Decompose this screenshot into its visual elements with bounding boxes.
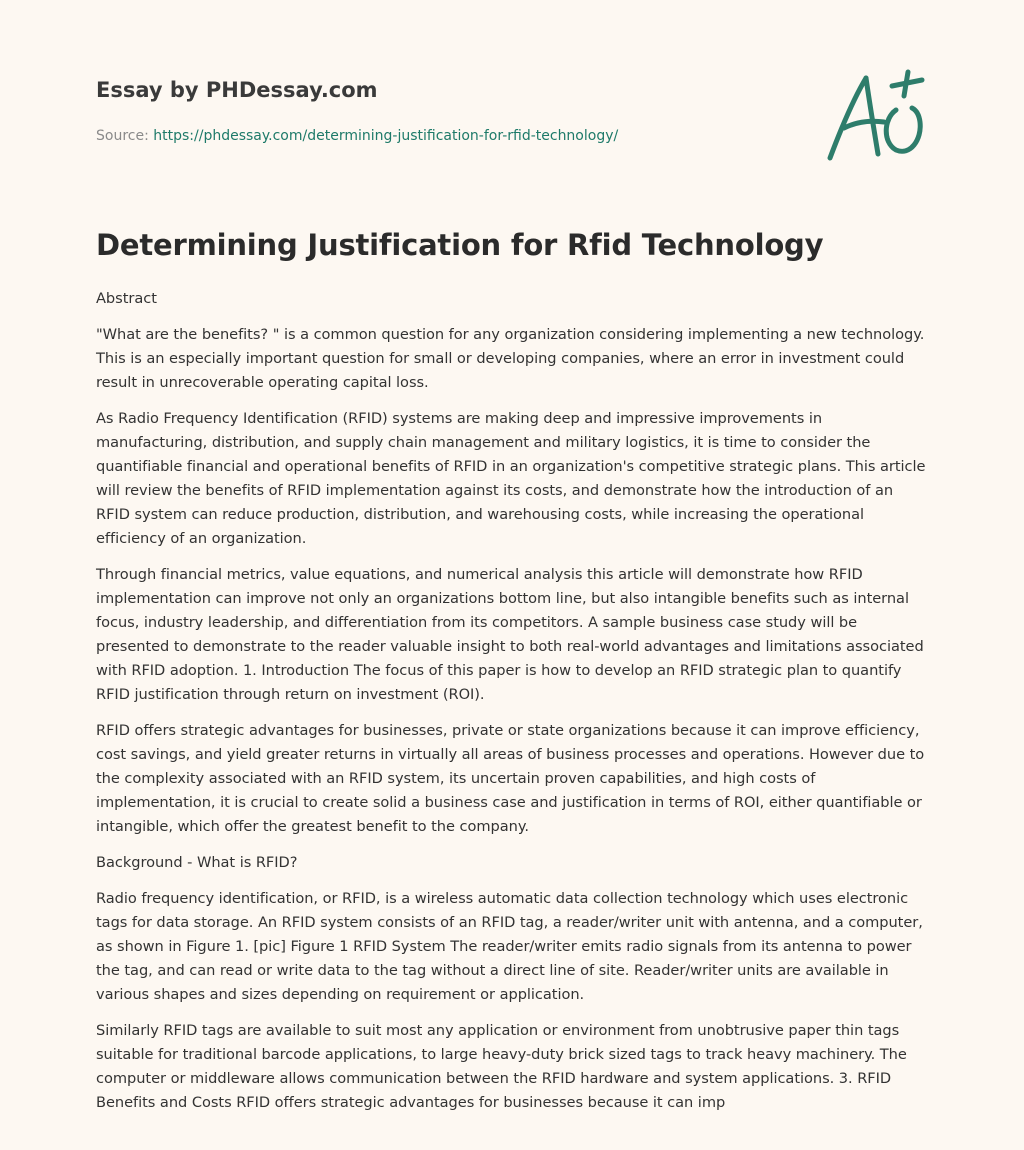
essay-paragraph: Abstract <box>96 290 157 307</box>
essay-content <box>96 225 928 1127</box>
source-link[interactable]: https://phdessay.com/determining-justification-for-rfid-technology/ <box>153 128 619 144</box>
essay-paragraph: Through financial metrics, value equations, and numerical analysis this article will demonstrate how RFID implementation can improve not only an organizations bottom line, but also intangible benefits such as internal focus, industry leadership, and differentiation from its competitors. A sample business case study will be presented to demonstrate to the reader valuable insight to both real-world advantages and limitations associated with RFID adoption. 1. Introduction The focus of this paper is how to develop an RFID strategic plan to quantify RFID justification through return on investment (ROI). <box>96 566 924 703</box>
source-label: Source: <box>96 128 149 144</box>
essay-paragraph: Background - What is RFID? <box>96 854 298 871</box>
a-plus-logo-icon <box>822 66 932 166</box>
essay-paragraph: As Radio Frequency Identification (RFID) systems are making deep and impressive improvements in manufacturing, distribution, and supply chain management and military logistics, it is time to consider the quantifiable financial and operational benefits of RFID in an organization's competitive strategic plans. This article will review the benefits of RFID implementation against its costs, and demonstrate how the introduction of an RFID system can reduce production, distribution, and warehousing costs, while increasing the operational efficiency of an organization. <box>96 410 926 547</box>
essay-paragraph: Similarly RFID tags are available to suit most any application or environment from unobtrusive paper thin tags suitable for traditional barcode applications, to large heavy-duty brick sized tags to track heavy machinery. The computer or middleware allows communication between the RFID hardware and system applications. 3. RFID Benefits and Costs RFID offers strategic advantages for businesses because it can imp <box>96 1022 907 1111</box>
essay-paragraph: "What are the benefits? " is a common question for any organization considering implementing a new technology. This is an especially important question for small or developing companies, where an error in investment could result in unrecoverable operating capital loss. <box>96 326 925 391</box>
source-line <box>96 126 796 146</box>
essay-header <box>96 76 796 146</box>
essay-title: Determining Justification for Rfid Technology <box>96 228 824 262</box>
essay-paragraph: Radio frequency identification, or RFID, is a wireless automatic data collection technology which uses electronic tags for data storage. An RFID system consists of an RFID tag, a reader/writer unit with antenna, and a computer, as shown in Figure 1. [pic] Figure 1 RFID System The reader/writer emits radio signals from its antenna to power the tag, and can read or write data to the tag without a direct line of site. Reader/writer units are available in various shapes and sizes depending on requirement or application. <box>96 890 923 1003</box>
site-brand: Essay by PHDessay.com <box>96 78 378 102</box>
essay-paragraph: RFID offers strategic advantages for businesses, private or state organizations because it can improve efficiency, cost savings, and yield greater returns in virtually all areas of business processes and operations. However due to the complexity associated with an RFID system, its uncertain proven capabilities, and high costs of implementation, it is crucial to create solid a business case and justification in terms of ROI, either quantifiable or intangible, which offer the greatest benefit to the company. <box>96 722 925 835</box>
